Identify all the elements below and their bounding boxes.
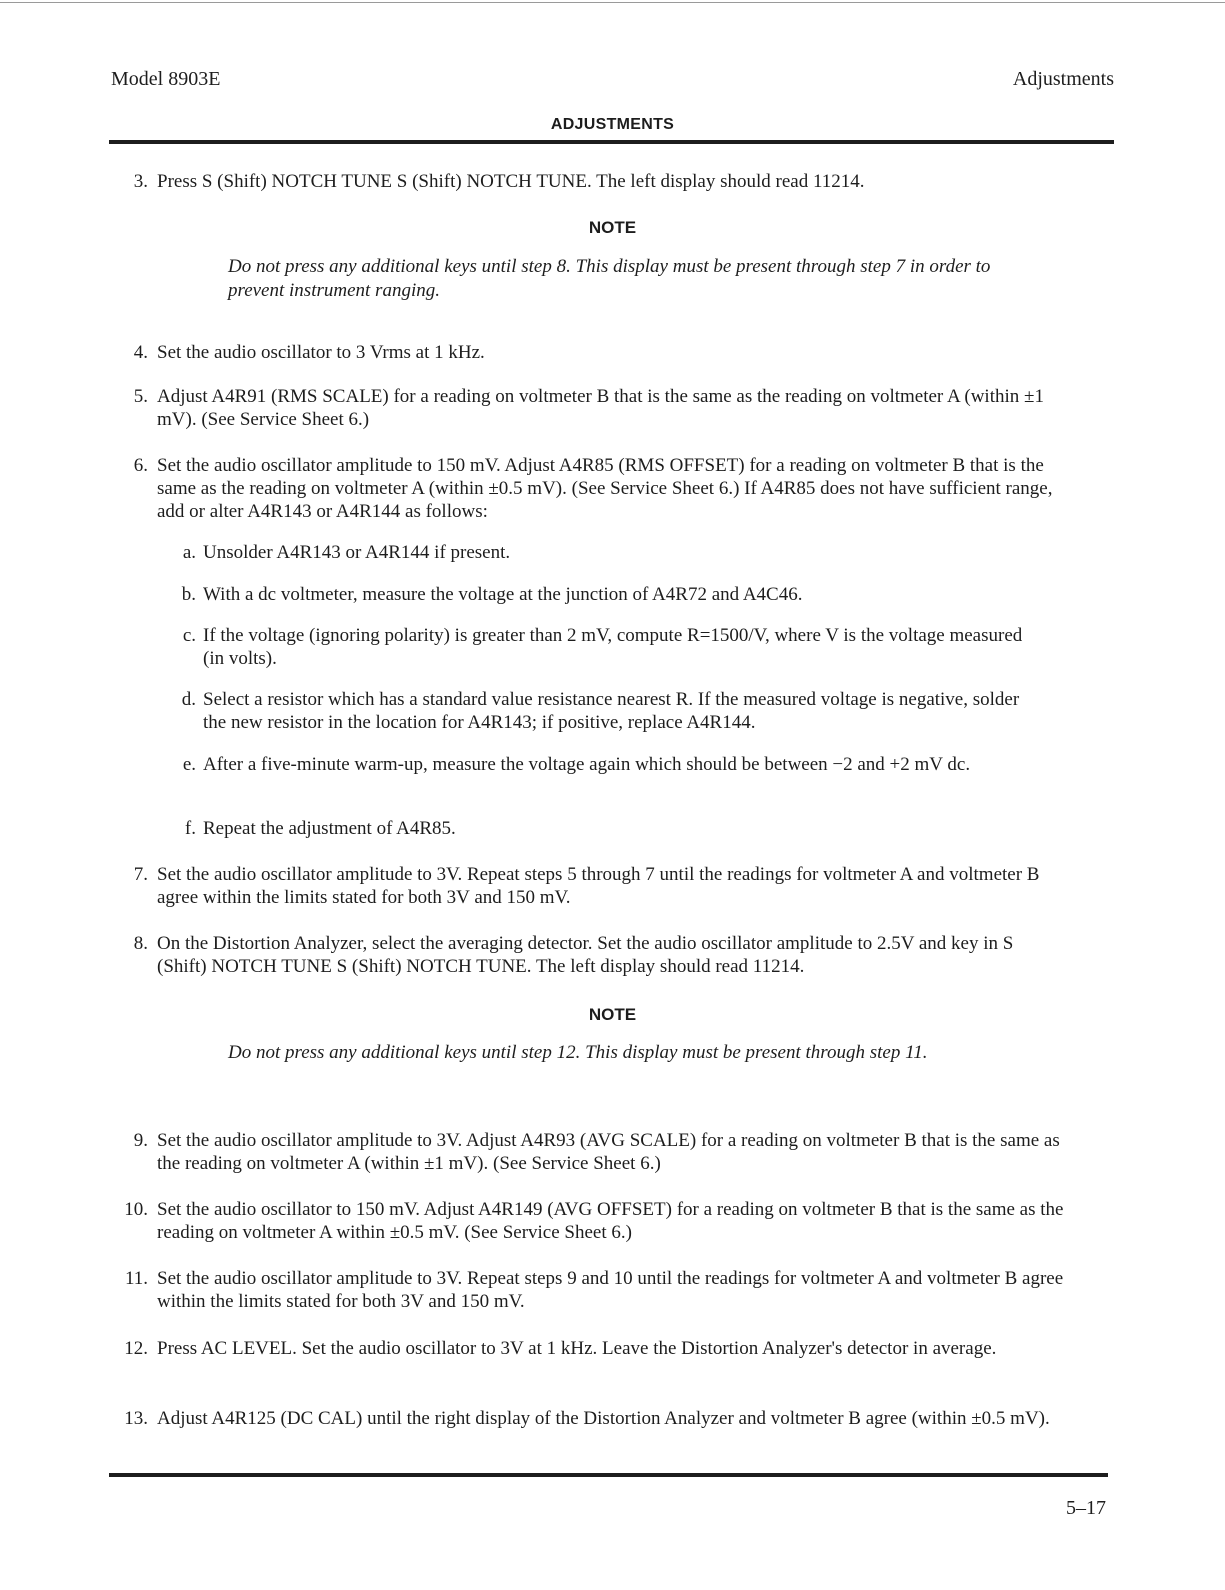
step-number: 12.: [124, 1338, 148, 1359]
step-number: 9.: [133, 1130, 148, 1151]
substep-letter: f.: [184, 818, 196, 839]
step-text: Set the audio oscillator to 3 Vrms at 1 kHz.: [157, 342, 485, 363]
substep-text: Repeat the adjustment of A4R85.: [203, 818, 456, 839]
substep-letter: c.: [182, 625, 196, 646]
step-number: 5.: [133, 386, 148, 407]
step-text: Set the audio oscillator amplitude to 3V. Adjust A4R93 (AVG SCALE) for a reading on voltmeter B that is the same as the reading on voltmeter A (within ±1 mV). (See Service Sheet 6.): [157, 1130, 1060, 1174]
step-text: Press AC LEVEL. Set the audio oscillator to 3V at 1 kHz. Leave the Distortion Analyzer's detector in average.: [157, 1338, 997, 1359]
page-number: 5–17: [1066, 1497, 1106, 1519]
substep-text: With a dc voltmeter, measure the voltage at the junction of A4R72 and A4C46.: [203, 584, 803, 605]
note-title: NOTE: [588, 218, 637, 237]
note-text: Do not press any additional keys until step 12. This display must be present through step 11.: [228, 1042, 928, 1063]
step-text: Press S (Shift) NOTCH TUNE S (Shift) NOTCH TUNE. The left display should read 11214.: [157, 171, 865, 192]
substep-letter: e.: [182, 754, 196, 775]
substep-text: After a five-minute warm-up, measure the voltage again which should be between −2 and +2 mV dc.: [203, 754, 971, 775]
substep-letter: a.: [182, 542, 196, 563]
page-title: ADJUSTMENTS: [550, 116, 675, 133]
step-text: On the Distortion Analyzer, select the averaging detector. Set the audio oscillator amplitude to 2.5V and key in S (Shift) NOTCH TUNE S (Shift) NOTCH TUNE. The left display should read 11214.: [157, 933, 1014, 977]
model-header: Model 8903E: [111, 68, 221, 90]
step-number: 8.: [133, 933, 148, 954]
note-text: Do not press any additional keys until step 8. This display must be present through step 7 in order to prevent instrument ranging.: [228, 256, 991, 301]
step-text: Set the audio oscillator amplitude to 3V. Repeat steps 9 and 10 until the readings for voltmeter A and voltmeter B agree within the limits stated for both 3V and 150 mV.: [157, 1268, 1064, 1312]
note-title: NOTE: [588, 1005, 637, 1024]
substep-letter: b.: [181, 584, 196, 605]
step-text: Set the audio oscillator amplitude to 3V. Repeat steps 5 through 7 until the readings for voltmeter A and voltmeter B agree within the limits stated for both 3V and 150 mV.: [157, 864, 1040, 908]
step-number: 7.: [133, 864, 148, 885]
step-text: Adjust A4R125 (DC CAL) until the right display of the Distortion Analyzer and voltmeter B agree (within ±0.5 mV).: [157, 1408, 1050, 1429]
section-header: Adjustments: [1012, 68, 1114, 90]
step-number: 10.: [124, 1199, 148, 1220]
step-text: Set the audio oscillator to 150 mV. Adjust A4R149 (AVG OFFSET) for a reading on voltmeter B that is the same as the reading on voltmeter A within ±0.5 mV. (See Service Sheet 6.): [157, 1199, 1064, 1243]
step-number: 11.: [124, 1268, 148, 1289]
bottom-divider: [109, 1473, 1108, 1477]
top-divider: [109, 140, 1114, 144]
substep-text: Select a resistor which has a standard value resistance nearest R. If the measured voltage is negative, solder the new resistor in the location for A4R143; if positive, replace A4R144.: [203, 689, 1020, 733]
substep-text: If the voltage (ignoring polarity) is greater than 2 mV, compute R=1500/V, where V is the voltage measured (in volts).: [203, 625, 1023, 669]
substep-letter: d.: [181, 689, 196, 710]
step-number: 13.: [124, 1408, 148, 1429]
step-text: Adjust A4R91 (RMS SCALE) for a reading on voltmeter B that is the same as the reading on voltmeter A (within ±1 mV). (See Service Sheet 6.): [157, 386, 1044, 430]
scan-edge-line: [0, 2, 1225, 3]
step-number: 3.: [133, 171, 148, 192]
step-text: Set the audio oscillator amplitude to 150 mV. Adjust A4R85 (RMS OFFSET) for a reading on voltmeter B that is the same as the reading on voltmeter A (within ±0.5 mV). (See Service Sheet 6.) If A4R85 does not have sufficient range, add or alter A4R143 or A4R144 as follows:: [157, 455, 1053, 522]
step-number: 4.: [133, 342, 148, 363]
substep-text: Unsolder A4R143 or A4R144 if present.: [203, 542, 511, 563]
step-number: 6.: [133, 455, 148, 476]
